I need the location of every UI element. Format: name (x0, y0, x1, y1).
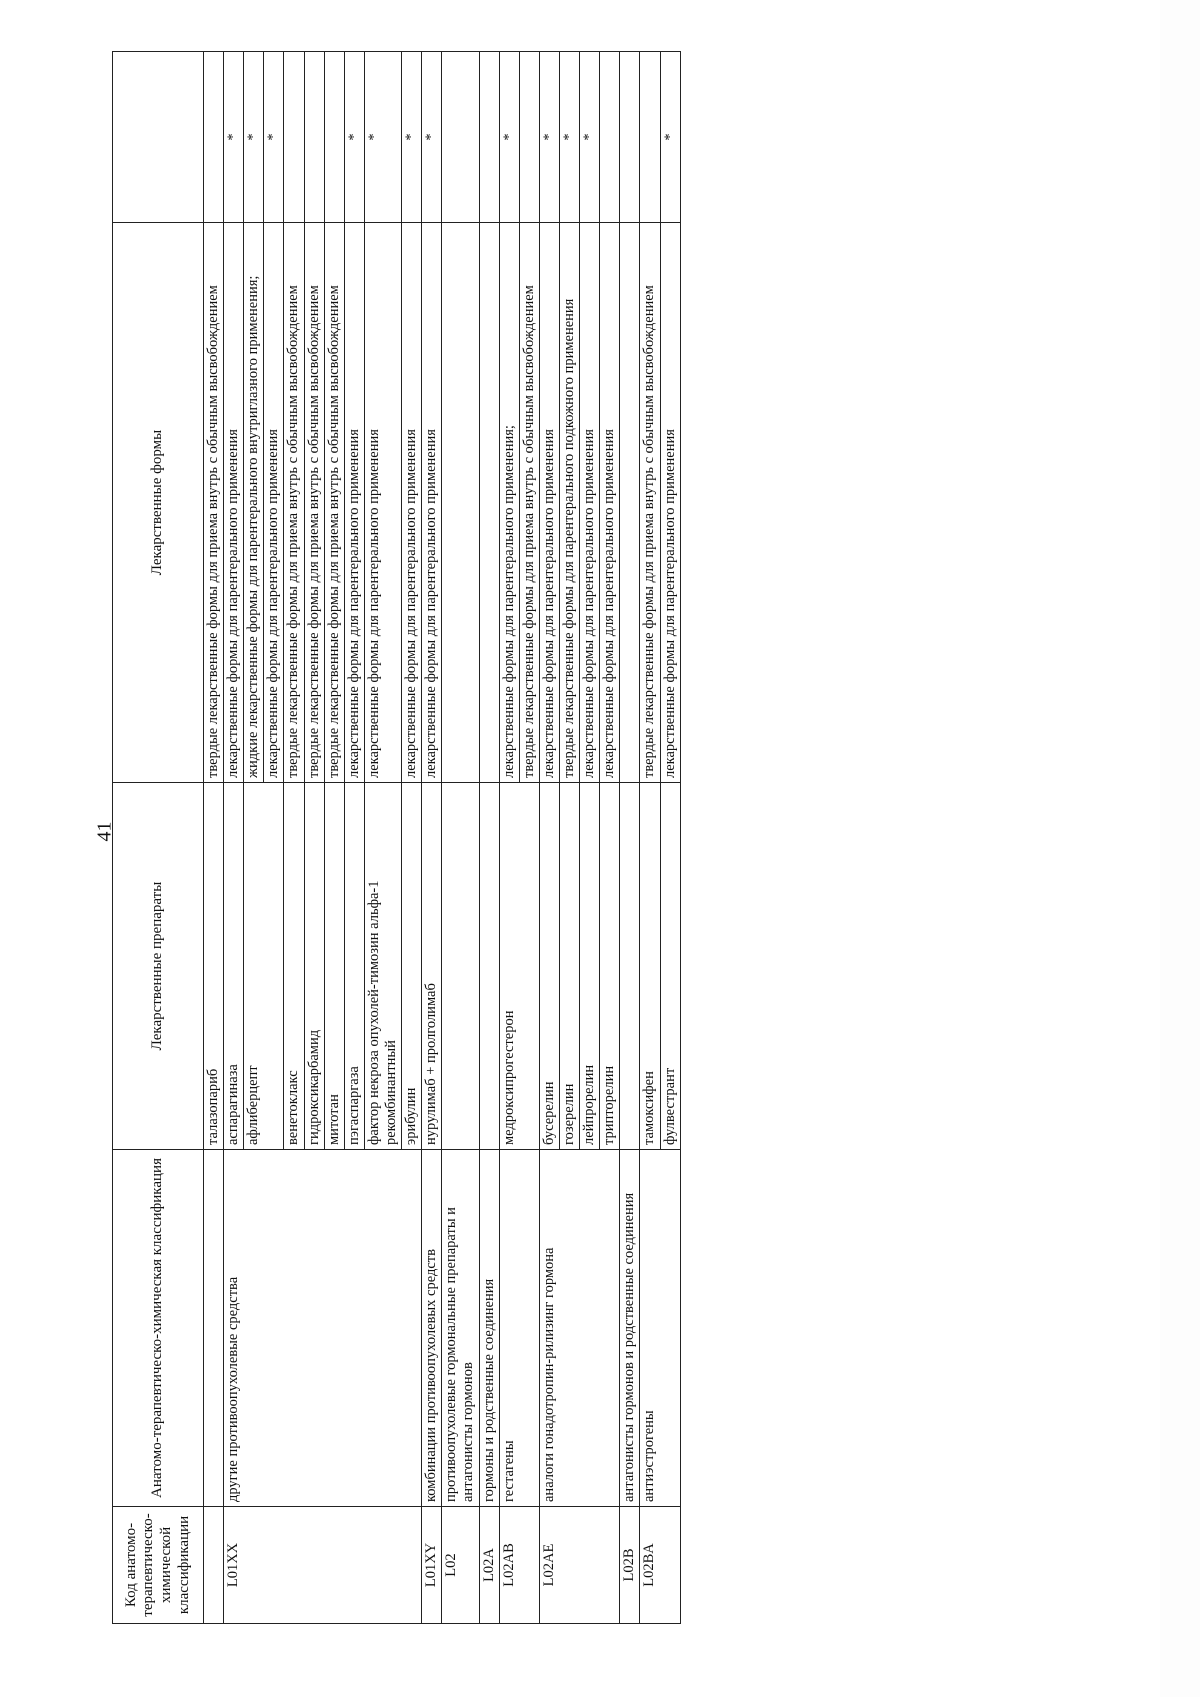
mark-cell: * (422, 52, 442, 223)
mark-cell: * (344, 52, 364, 223)
mark-cell (204, 52, 224, 223)
dosage-form-cell: лекарственные формы для парентерального применения (224, 223, 244, 783)
dosage-form-cell (442, 223, 479, 783)
atc-code-cell: L02AE (539, 1507, 619, 1624)
dosage-form-cell: лекарственные формы для парентерального применения (539, 223, 559, 783)
dosage-form-cell: твердые лекарственные формы для приема внутрь с обычным высвобождением (204, 223, 224, 783)
drug-name-cell: тамоксифен (640, 783, 660, 1150)
table-row (539, 52, 559, 1624)
rotated-table-container (112, 52, 1200, 1624)
dosage-form-cell (479, 223, 499, 783)
table-row (224, 52, 244, 1624)
drug-name-cell: митотан (324, 783, 344, 1150)
dosage-form-cell: твердые лекарственные формы для парентерального подкожного применения (559, 223, 579, 783)
atc-code-cell (204, 1507, 224, 1624)
dosage-form-cell: жидкие лекарственные формы для парентерального внутриглазного применения; (244, 223, 264, 783)
table-row (640, 52, 660, 1624)
dosage-form-cell: лекарственные формы для парентерального применения (344, 223, 364, 783)
mark-cell (324, 52, 344, 223)
header-atc-classification: Анатомо-терапевтическо-химическая классификация (113, 1150, 204, 1507)
dosage-form-cell: лекарственные формы для парентерального применения (660, 223, 680, 783)
dosage-form-cell (620, 223, 640, 783)
mark-cell (600, 52, 620, 223)
mark-cell: * (264, 52, 284, 223)
atc-code-cell: L02AB (499, 1507, 539, 1624)
classification-cell: противоопухолевые гормональные препараты и антагонисты гормонов (442, 1150, 479, 1507)
header-mark (113, 52, 204, 223)
drug-name-cell: фулвестрант (660, 783, 680, 1150)
mark-cell: * (539, 52, 559, 223)
mark-cell (284, 52, 304, 223)
mark-cell: * (660, 52, 680, 223)
dosage-form-cell: лекарственные формы для парентерального применения (402, 223, 422, 783)
classification-cell (204, 1150, 224, 1507)
mark-cell (640, 52, 660, 223)
classification-cell: аналоги гонадотропин-рилизинг гормона (539, 1150, 619, 1507)
header-dosage-forms: Лекарственные формы (113, 223, 204, 783)
drug-name-cell (479, 783, 499, 1150)
classification-cell: антагонисты гормонов и родственные соединения (620, 1150, 640, 1507)
table-body (204, 52, 681, 1624)
drug-name-cell: эрибулин (402, 783, 422, 1150)
drug-name-cell: афлиберцепт (244, 783, 284, 1150)
dosage-form-cell: лекарственные формы для парентерального применения (364, 223, 401, 783)
classification-cell: гестагены (499, 1150, 539, 1507)
table-row (620, 52, 640, 1624)
atc-code-cell: L02A (479, 1507, 499, 1624)
dosage-form-cell: твердые лекарственные формы для приема внутрь с обычным высвобождением (640, 223, 660, 783)
classification-cell: комбинации противоопухолевых средств (422, 1150, 442, 1507)
drug-name-cell: гозерелин (559, 783, 579, 1150)
atc-code-cell: L02BA (640, 1507, 680, 1624)
mark-cell: * (580, 52, 600, 223)
drug-name-cell (620, 783, 640, 1150)
dosage-form-cell: лекарственные формы для парентерального применения (422, 223, 442, 783)
classification-cell: гормоны и родственные соединения (479, 1150, 499, 1507)
table-row (479, 52, 499, 1624)
drug-name-cell: пэгаспаргаза (344, 783, 364, 1150)
drug-name-cell: аспарагиназа (224, 783, 244, 1150)
classification-cell: другие противоопухолевые средства (224, 1150, 422, 1507)
dosage-form-cell: твердые лекарственные формы для приема внутрь с обычным высвобождением (304, 223, 324, 783)
drug-name-cell: гидроксикарбамид (304, 783, 324, 1150)
mark-cell: * (364, 52, 401, 223)
drug-name-cell: нурулимаб + пролголимаб (422, 783, 442, 1150)
mark-cell (620, 52, 640, 223)
mark-cell: * (499, 52, 519, 223)
table-header-row (113, 52, 204, 1624)
mark-cell: * (402, 52, 422, 223)
mark-cell: * (224, 52, 244, 223)
classification-cell: антиэстрогены (640, 1150, 680, 1507)
page-number: 41 (93, 821, 116, 842)
header-atc-code: Код анатомо-терапевтическо-химической классификации (113, 1507, 204, 1624)
drug-name-cell: венетоклакс (284, 783, 304, 1150)
dosage-form-cell: лекарственные формы для парентерального применения; (499, 223, 519, 783)
mark-cell: * (244, 52, 264, 223)
drug-name-cell: бусерелин (539, 783, 559, 1150)
table-row (442, 52, 479, 1624)
atc-code-cell: L01XY (422, 1507, 442, 1624)
atc-code-cell: L01XX (224, 1507, 422, 1624)
dosage-form-cell: лекарственные формы для парентерального применения (264, 223, 284, 783)
table-row (422, 52, 442, 1624)
dosage-form-cell: твердые лекарственные формы для приема внутрь с обычным высвобождением (324, 223, 344, 783)
header-drugs: Лекарственные препараты (113, 783, 204, 1150)
table-row (499, 52, 519, 1624)
dosage-form-cell: лекарственные формы для парентерального применения (580, 223, 600, 783)
drug-name-cell: медроксипрогестерон (499, 783, 539, 1150)
rotated-table-area (112, 52, 1200, 1624)
drug-name-cell (442, 783, 479, 1150)
mark-cell (519, 52, 539, 223)
drug-classification-table (112, 51, 681, 1624)
mark-cell (442, 52, 479, 223)
table-row (204, 52, 224, 1624)
atc-code-cell: L02 (442, 1507, 479, 1624)
drug-name-cell: фактор некроза опухолей-тимозин альфа-1 рекомбинантный (364, 783, 401, 1150)
drug-name-cell: лейпрорелин (580, 783, 600, 1150)
mark-cell: * (559, 52, 579, 223)
drug-name-cell: трипторелин (600, 783, 620, 1150)
dosage-form-cell: твердые лекарственные формы для приема внутрь с обычным высвобождением (519, 223, 539, 783)
mark-cell (479, 52, 499, 223)
dosage-form-cell: твердые лекарственные формы для приема внутрь с обычным высвобождением (284, 223, 304, 783)
mark-cell (304, 52, 324, 223)
dosage-form-cell: лекарственные формы для парентерального применения (600, 223, 620, 783)
drug-name-cell: талазопариб (204, 783, 224, 1150)
atc-code-cell: L02B (620, 1507, 640, 1624)
